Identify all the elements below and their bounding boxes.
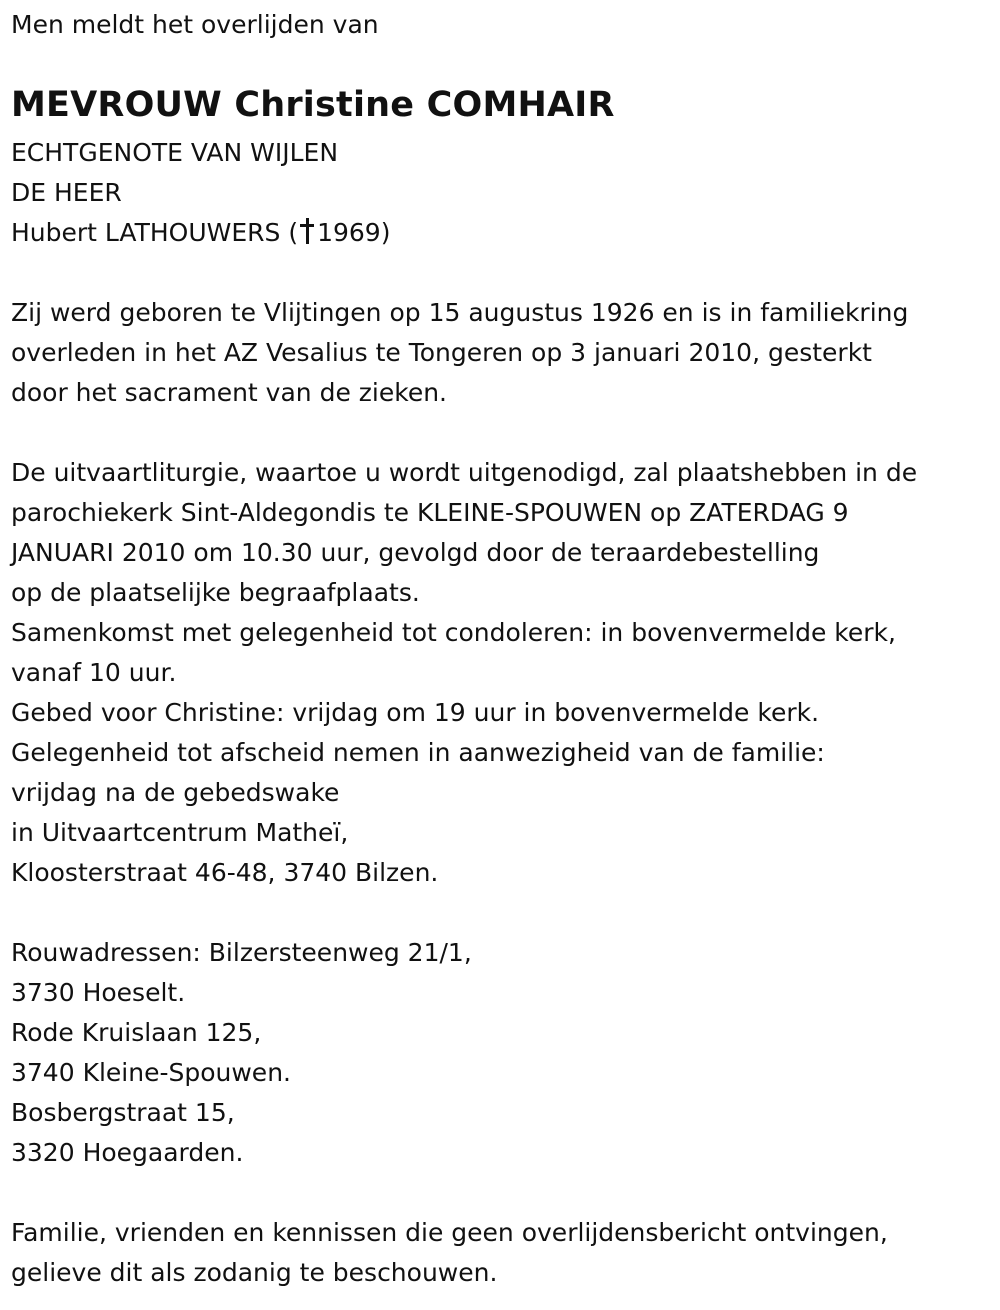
spouse-name: Hubert LATHOUWERS ( xyxy=(11,218,299,247)
birth-death-paragraph xyxy=(11,293,908,413)
address-line: 3740 Kleine-Spouwen. xyxy=(11,1058,291,1087)
addresses-paragraph xyxy=(11,933,472,1173)
ceremony-line: vanaf 10 uur. xyxy=(11,658,177,687)
closing-line: Familie, vrienden en kennissen die geen overlijdensbericht ontvingen, xyxy=(11,1218,888,1247)
deceased-name: MEVROUW Christine COMHAIR xyxy=(11,85,615,125)
ceremony-line: op de plaatselijke begraafplaats. xyxy=(11,578,420,607)
ceremony-line: in Uitvaartcentrum Matheï, xyxy=(11,818,349,847)
spouse-death-year: 1969) xyxy=(317,218,391,247)
ceremony-line: Gelegenheid tot afscheid nemen in aanwezigheid van de familie: xyxy=(11,738,825,767)
ceremony-line: Kloosterstraat 46-48, 3740 Bilzen. xyxy=(11,858,439,887)
spouse-block xyxy=(11,133,390,253)
birth-death-line: overleden in het AZ Vesalius te Tongeren op 3 januari 2010, gesterkt xyxy=(11,338,872,367)
ceremony-line: vrijdag na de gebedswake xyxy=(11,778,340,807)
closing-line: gelieve dit als zodanig te beschouwen. xyxy=(11,1258,498,1287)
address-line: Rouwadressen: Bilzersteenweg 21/1, xyxy=(11,938,472,967)
birth-death-line: Zij werd geboren te Vlijtingen op 15 augustus 1926 en is in familiekring xyxy=(11,298,909,327)
address-line: 3730 Hoeselt. xyxy=(11,978,186,1007)
ceremony-line: De uitvaartliturgie, waartoe u wordt uitgenodigd, zal plaatshebben in de xyxy=(11,458,918,487)
address-line: 3320 Hoegaarden. xyxy=(11,1138,244,1167)
closing-paragraph xyxy=(11,1213,888,1293)
ceremony-line: parochiekerk Sint-Aldegondis te KLEINE-SPOUWEN op ZATERDAG 9 xyxy=(11,498,849,527)
ceremony-paragraph xyxy=(11,453,917,893)
cross-icon xyxy=(300,218,314,244)
ceremony-line: JANUARI 2010 om 10.30 uur, gevolgd door de teraardebestelling xyxy=(11,538,820,567)
spouse-line-1: ECHTGENOTE VAN WIJLEN xyxy=(11,138,339,167)
address-line: Rode Kruislaan 125, xyxy=(11,1018,262,1047)
birth-death-line: door het sacrament van de zieken. xyxy=(11,378,447,407)
spouse-name-line xyxy=(11,213,390,253)
spouse-line-2: DE HEER xyxy=(11,178,122,207)
ceremony-line: Samenkomst met gelegenheid tot condoleren: in bovenvermelde kerk, xyxy=(11,618,896,647)
intro-text: Men meldt het overlijden van xyxy=(11,10,379,39)
address-line: Bosbergstraat 15, xyxy=(11,1098,235,1127)
ceremony-line: Gebed voor Christine: vrijdag om 19 uur in bovenvermelde kerk. xyxy=(11,698,820,727)
